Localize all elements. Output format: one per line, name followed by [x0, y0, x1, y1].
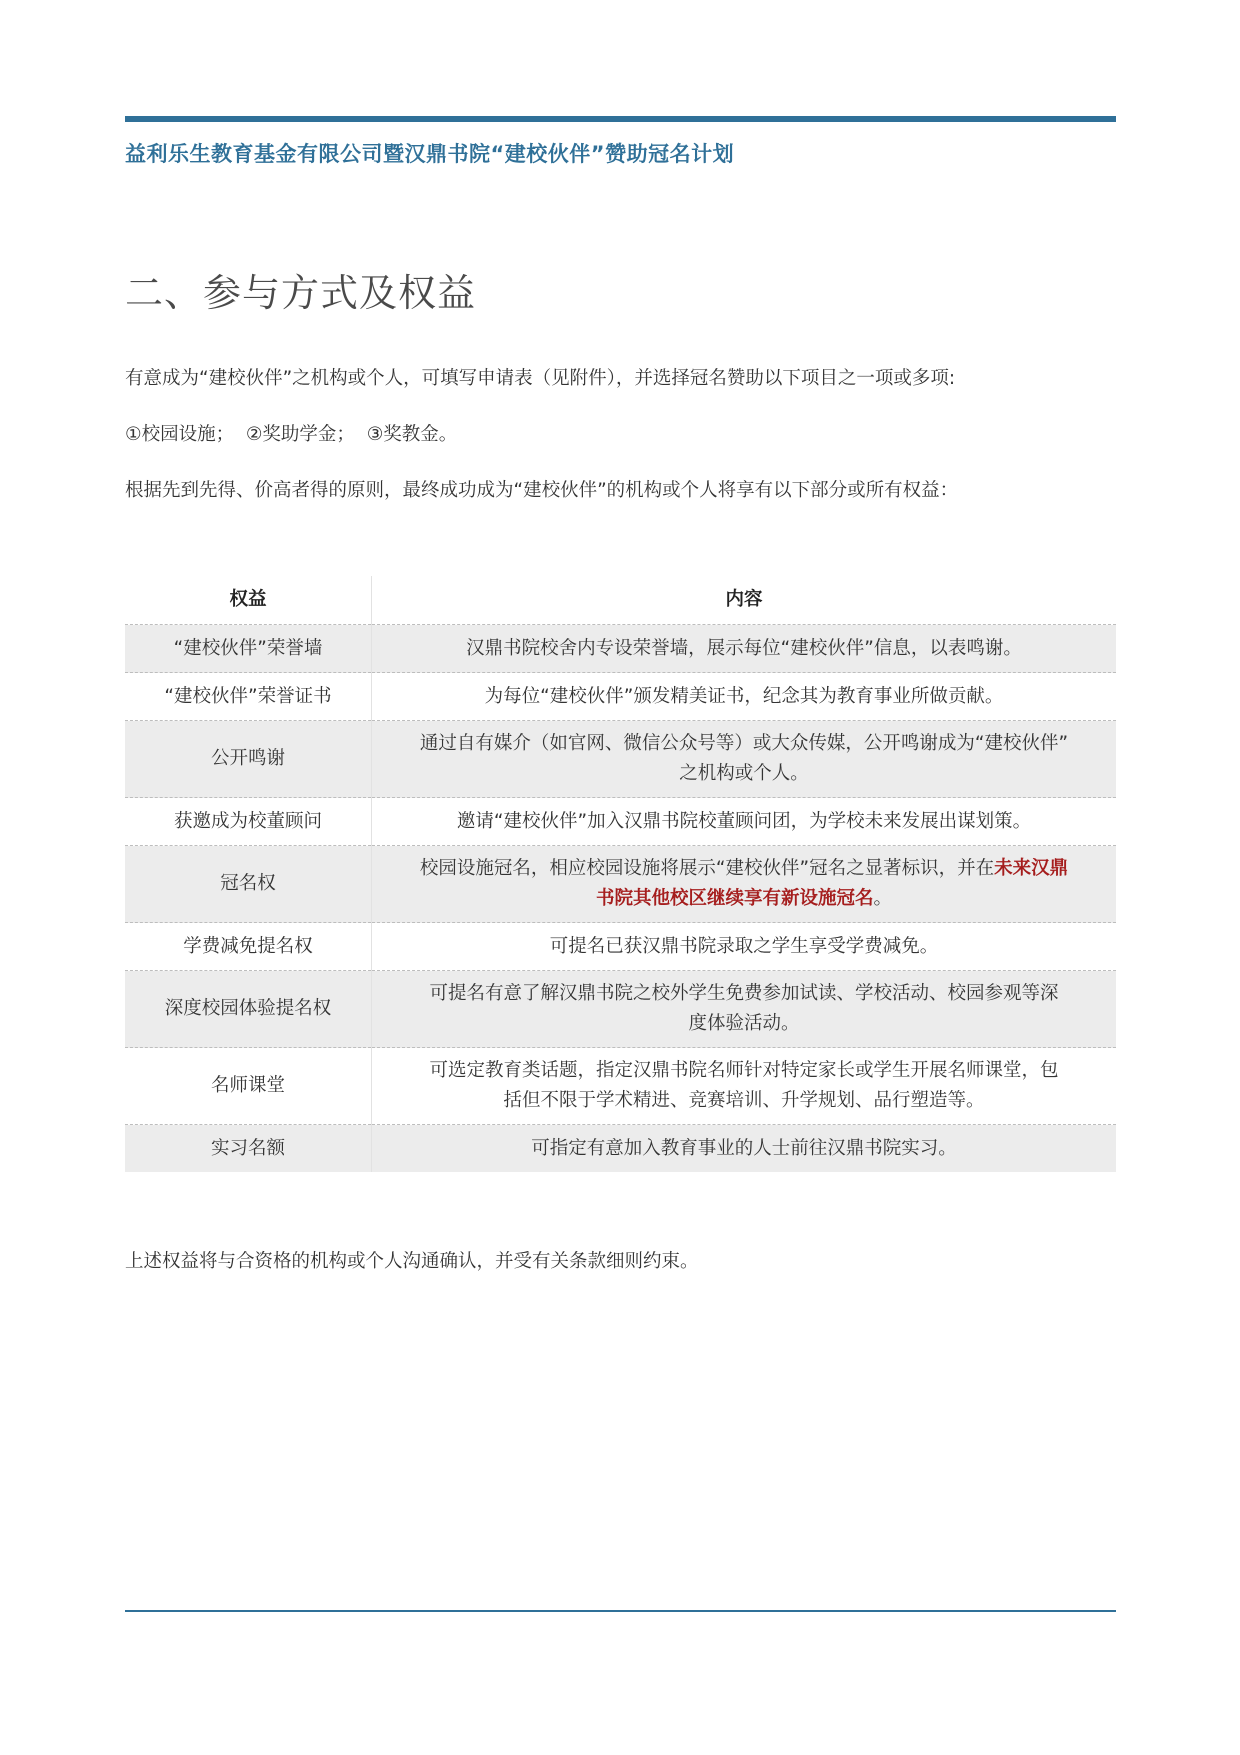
content-cell: 可提名已获汉鼎书院录取之学生享受学费减免。 — [372, 923, 1117, 971]
benefit-cell: 公开鸣谢 — [125, 721, 372, 798]
table-row — [125, 798, 1116, 846]
content-cell — [372, 971, 1117, 1048]
table-row — [125, 846, 1116, 923]
table-row — [125, 625, 1116, 673]
table-header-content: 内容 — [725, 589, 763, 610]
section-title: 二、参与方式及权益 — [125, 271, 477, 315]
benefits-table — [125, 576, 1116, 1172]
document-header-title: 益利乐生教育基金有限公司暨汉鼎书院“建校伙伴”赞助冠名计划 — [125, 142, 735, 166]
table-row — [125, 923, 1116, 971]
table-row — [125, 1125, 1116, 1173]
content-line: 通过自有媒介（如官网、微信公众号等）或大众传媒，公开鸣谢成为“建校伙伴” — [419, 733, 1069, 754]
benefit-cell: 获邀成为校董顾问 — [125, 798, 372, 846]
benefit-cell: “建校伙伴”荣誉墙 — [125, 625, 372, 673]
table-header-benefit: 权益 — [125, 576, 372, 625]
content-text: 。 — [873, 888, 893, 909]
content-line: 可选定教育类话题，指定汉鼎书院名师针对特定家长或学生开展名师课堂，包 — [429, 1060, 1059, 1081]
benefit-cell: 深度校园体验提名权 — [125, 971, 372, 1048]
content-cell — [372, 846, 1117, 923]
table-row — [125, 721, 1116, 798]
content-line: 可提名有意了解汉鼎书院之校外学生免费参加试读、学校活动、校园参观等深 — [429, 983, 1059, 1004]
benefit-cell: 学费减免提名权 — [125, 923, 372, 971]
content-line: 度体验活动。 — [688, 1013, 800, 1034]
footer-note: 上述权益将与合资格的机构或个人沟通确认，并受有关条款细则约束。 — [125, 1251, 699, 1272]
table-row — [125, 1048, 1116, 1125]
content-line: 之机构或个人。 — [679, 763, 809, 784]
benefit-cell: 实习名额 — [125, 1125, 372, 1173]
content-cell: 汉鼎书院校舍内专设荣誉墙，展示每位“建校伙伴”信息，以表鸣谢。 — [372, 625, 1117, 673]
footer-rule — [125, 1610, 1116, 1612]
benefit-cell: “建校伙伴”荣誉证书 — [125, 673, 372, 721]
benefit-cell: 冠名权 — [125, 846, 372, 923]
table-row — [125, 971, 1116, 1048]
content-line: 括但不限于学术精进、竞赛培训、升学规划、品行塑造等。 — [503, 1090, 985, 1111]
header-rule — [125, 116, 1116, 122]
content-cell — [372, 1048, 1117, 1125]
intro-paragraph-2: 根据先到先得、价高者得的原则，最终成功成为“建校伙伴”的机构或个人将享有以下部分或所有权益： — [125, 480, 959, 501]
table-row — [125, 673, 1116, 721]
content-cell — [372, 721, 1117, 798]
highlight-text: 未来汉鼎 — [994, 858, 1069, 879]
intro-paragraph-1: 有意成为“建校伙伴”之机构或个人，可填写申请表（见附件），并选择冠名赞助以下项目之一项或多项: — [125, 368, 956, 389]
table-header-row — [125, 576, 1116, 625]
content-cell: 为每位“建校伙伴”颁发精美证书，纪念其为教育事业所做贡献。 — [372, 673, 1117, 721]
content-cell: 邀请“建校伙伴”加入汉鼎书院校董顾问团，为学校未来发展出谋划策。 — [372, 798, 1117, 846]
content-cell: 可指定有意加入教育事业的人士前往汉鼎书院实习。 — [372, 1125, 1117, 1173]
benefit-cell: 名师课堂 — [125, 1048, 372, 1125]
content-text: 校园设施冠名，相应校园设施将展示“建校伙伴”冠名之显著标识，并在 — [419, 858, 995, 879]
intro-project-options: ①校园设施； ②奖助学金； ③奖教金。 — [125, 424, 458, 445]
highlight-text: 书院其他校区继续享有新设施冠名 — [595, 888, 874, 909]
